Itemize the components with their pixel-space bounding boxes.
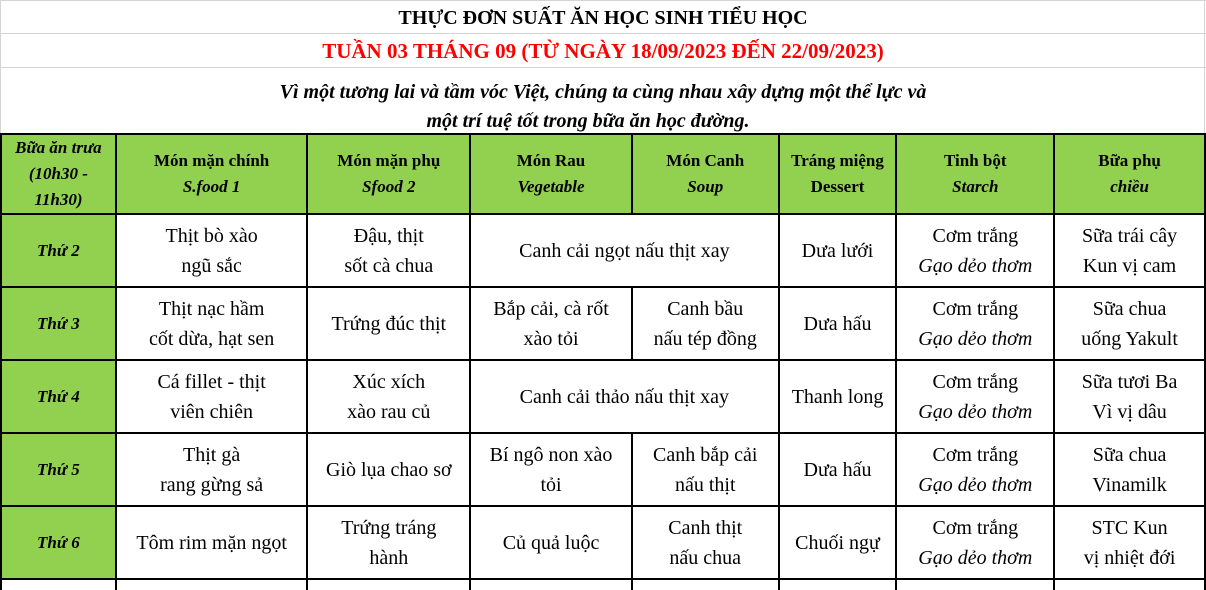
cell-line: nấu chua: [669, 546, 742, 569]
cell-line: Gạo dẻo thơm: [918, 546, 1033, 569]
side-dish-cell: [307, 360, 470, 433]
header-label: Món mặn chính: [154, 151, 270, 170]
cell-line: xào rau củ: [347, 400, 431, 423]
cell-line: uống Yakult: [1081, 327, 1178, 350]
header-label: Bữa phụ: [1098, 151, 1161, 170]
header-veg: [470, 134, 632, 214]
menu-week-subtitle: TUẦN 03 THÁNG 09 (TỪ NGÀY 18/09/2023 ĐẾN 22/09/2023): [322, 39, 884, 63]
veg-cell: Củ quả luộc: [470, 506, 632, 579]
day-cell: Thứ 6: [1, 506, 116, 579]
soup-cell: [632, 506, 779, 579]
cell-line: Cơm trắng: [932, 443, 1019, 466]
cell-line: Đậu, thịt: [353, 224, 424, 247]
cell-line: Canh thịt: [668, 516, 743, 539]
side-dish-cell: Giò lụa chao sơ: [307, 433, 470, 506]
header-label-en: Soup: [687, 177, 724, 196]
main-dish-cell: [116, 287, 308, 360]
empty-cell: [779, 579, 897, 590]
sheet-gridline: [0, 0, 1206, 1]
snack-cell: [1054, 214, 1205, 287]
side-dish-cell: Trứng đúc thịt: [307, 287, 470, 360]
header-main: [116, 134, 308, 214]
menu-row-monday: [1, 214, 1205, 287]
cell-line: Cơm trắng: [932, 297, 1019, 320]
dessert-cell: Dưa hấu: [779, 287, 897, 360]
cell-line: rang gừng sả: [160, 473, 264, 496]
cell-line: Canh bầu: [667, 297, 744, 320]
cell-line: tỏi: [540, 473, 562, 496]
header-meal-line: Bữa ăn trưa: [15, 138, 102, 157]
header-label: Tinh bột: [944, 151, 1007, 170]
cell-line: Gạo dẻo thơm: [918, 254, 1033, 277]
cell-line: Cơm trắng: [932, 224, 1019, 247]
cell-line: Vì vị dâu: [1092, 400, 1167, 423]
menu-row-tuesday: [1, 287, 1205, 360]
menu-table: [0, 133, 1206, 590]
starch-cell: [896, 360, 1054, 433]
day-cell: Thứ 4: [1, 360, 116, 433]
menu-row-thursday: [1, 433, 1205, 506]
empty-cell: [896, 579, 1054, 590]
header-soup: [632, 134, 779, 214]
starch-cell: [896, 287, 1054, 360]
cell-line: nấu thịt: [674, 473, 736, 496]
header-label: Món Rau: [516, 151, 586, 170]
header-label-en: S.food 1: [182, 177, 241, 196]
cell-line: Thịt nạc hầm: [158, 297, 265, 320]
empty-cell: [470, 579, 632, 590]
cell-line: Bắp cải, cà rốt: [493, 297, 609, 320]
header-label: Món mặn phụ: [337, 151, 441, 170]
cell-line: Thịt gà: [183, 443, 241, 466]
snack-cell: [1054, 360, 1205, 433]
side-dish-cell: [307, 214, 470, 287]
menu-row-friday: [1, 506, 1205, 579]
veg-soup-cell: Canh cải thảo nấu thịt xay: [470, 360, 778, 433]
cell-line: Gạo dẻo thơm: [918, 473, 1033, 496]
cell-line: Sữa tươi Ba: [1081, 370, 1178, 393]
cell-line: Cơm trắng: [932, 370, 1019, 393]
cell-line: Canh bắp cải: [653, 443, 758, 466]
cell-line: xào tỏi: [523, 327, 579, 350]
empty-cell: [116, 579, 308, 590]
starch-cell: [896, 214, 1054, 287]
cell-line: Vinamilk: [1092, 473, 1167, 496]
cell-line: Sữa chua: [1092, 443, 1167, 466]
header-snack: [1054, 134, 1205, 214]
starch-cell: [896, 433, 1054, 506]
main-dish-cell: [116, 433, 308, 506]
snack-cell: [1054, 287, 1205, 360]
dessert-cell: Dưa hấu: [779, 433, 897, 506]
dessert-cell: Chuối ngự: [779, 506, 897, 579]
dessert-cell: Dưa lưới: [779, 214, 897, 287]
cell-line: viên chiên: [170, 400, 253, 423]
cell-line: vị nhiệt đới: [1083, 546, 1176, 569]
header-row: [1, 134, 1205, 214]
side-dish-cell: [307, 506, 470, 579]
day-cell: Thứ 3: [1, 287, 116, 360]
sheet-gridline: [0, 67, 1206, 68]
snack-cell: [1054, 433, 1205, 506]
header-meal: [1, 134, 116, 214]
veg-cell: [470, 433, 632, 506]
header-label-en: Dessert: [810, 177, 865, 196]
main-dish-cell: [116, 360, 308, 433]
main-dish-cell: Tôm rim mặn ngọt: [116, 506, 308, 579]
dessert-cell: Thanh long: [779, 360, 897, 433]
empty-row: [1, 579, 1205, 590]
cell-line: Cá fillet - thịt: [157, 370, 266, 393]
empty-cell: [307, 579, 470, 590]
header-label: Tráng miệng: [791, 151, 884, 170]
day-cell: Thứ 2: [1, 214, 116, 287]
snack-cell: [1054, 506, 1205, 579]
cell-line: Sữa chua: [1092, 297, 1167, 320]
cell-line: Sữa trái cây: [1081, 224, 1178, 247]
header-label-en: Sfood 2: [362, 177, 416, 196]
cell-line: Cơm trắng: [932, 516, 1019, 539]
cell-line: Bí ngô non xào: [489, 443, 613, 466]
menu-row-wednesday: [1, 360, 1205, 433]
sheet-gridline: [0, 33, 1206, 34]
header-starch: [896, 134, 1054, 214]
soup-cell: [632, 433, 779, 506]
cell-line: Xúc xích: [352, 370, 426, 393]
slogan-line-2: một trí tuệ tốt trong bữa ăn học đường.: [426, 110, 750, 132]
cell-line: hành: [369, 546, 409, 569]
empty-cell: [632, 579, 779, 590]
cell-line: ngũ sắc: [181, 254, 242, 277]
veg-cell: [470, 287, 632, 360]
menu-slogan: [0, 78, 1206, 136]
menu-title: THỰC ĐƠN SUẤT ĂN HỌC SINH TIỂU HỌC: [398, 7, 808, 29]
header-label-en: chiều: [1110, 177, 1149, 196]
cell-line: Thịt bò xào: [165, 224, 258, 247]
header-meal-line: (10h30 -: [28, 164, 88, 183]
soup-cell: [632, 287, 779, 360]
cell-line: Gạo dẻo thơm: [918, 327, 1033, 350]
day-cell: Thứ 5: [1, 433, 116, 506]
header-label: Món Canh: [666, 151, 745, 170]
starch-cell: [896, 506, 1054, 579]
cell-line: Gạo dẻo thơm: [918, 400, 1033, 423]
header-dessert: [779, 134, 897, 214]
header-side: [307, 134, 470, 214]
veg-soup-cell: Canh cải ngọt nấu thịt xay: [470, 214, 778, 287]
empty-cell: [1, 579, 116, 590]
cell-line: Trứng tráng: [341, 516, 437, 539]
main-dish-cell: [116, 214, 308, 287]
header-label-en: Vegetable: [517, 177, 585, 196]
cell-line: STC Kun: [1091, 516, 1168, 539]
header-label-en: Starch: [952, 177, 999, 196]
cell-line: Kun vị cam: [1082, 254, 1177, 277]
header-meal-line: 11h30): [34, 190, 83, 209]
cell-line: nấu tép đồng: [653, 327, 757, 350]
cell-line: cốt dừa, hạt sen: [149, 327, 275, 350]
slogan-line-1: Vì một tương lai và tầm vóc Việt, chúng ta cùng nhau xây dựng một thể lực và: [279, 81, 927, 103]
cell-line: sốt cà chua: [344, 254, 434, 277]
empty-cell: [1054, 579, 1205, 590]
